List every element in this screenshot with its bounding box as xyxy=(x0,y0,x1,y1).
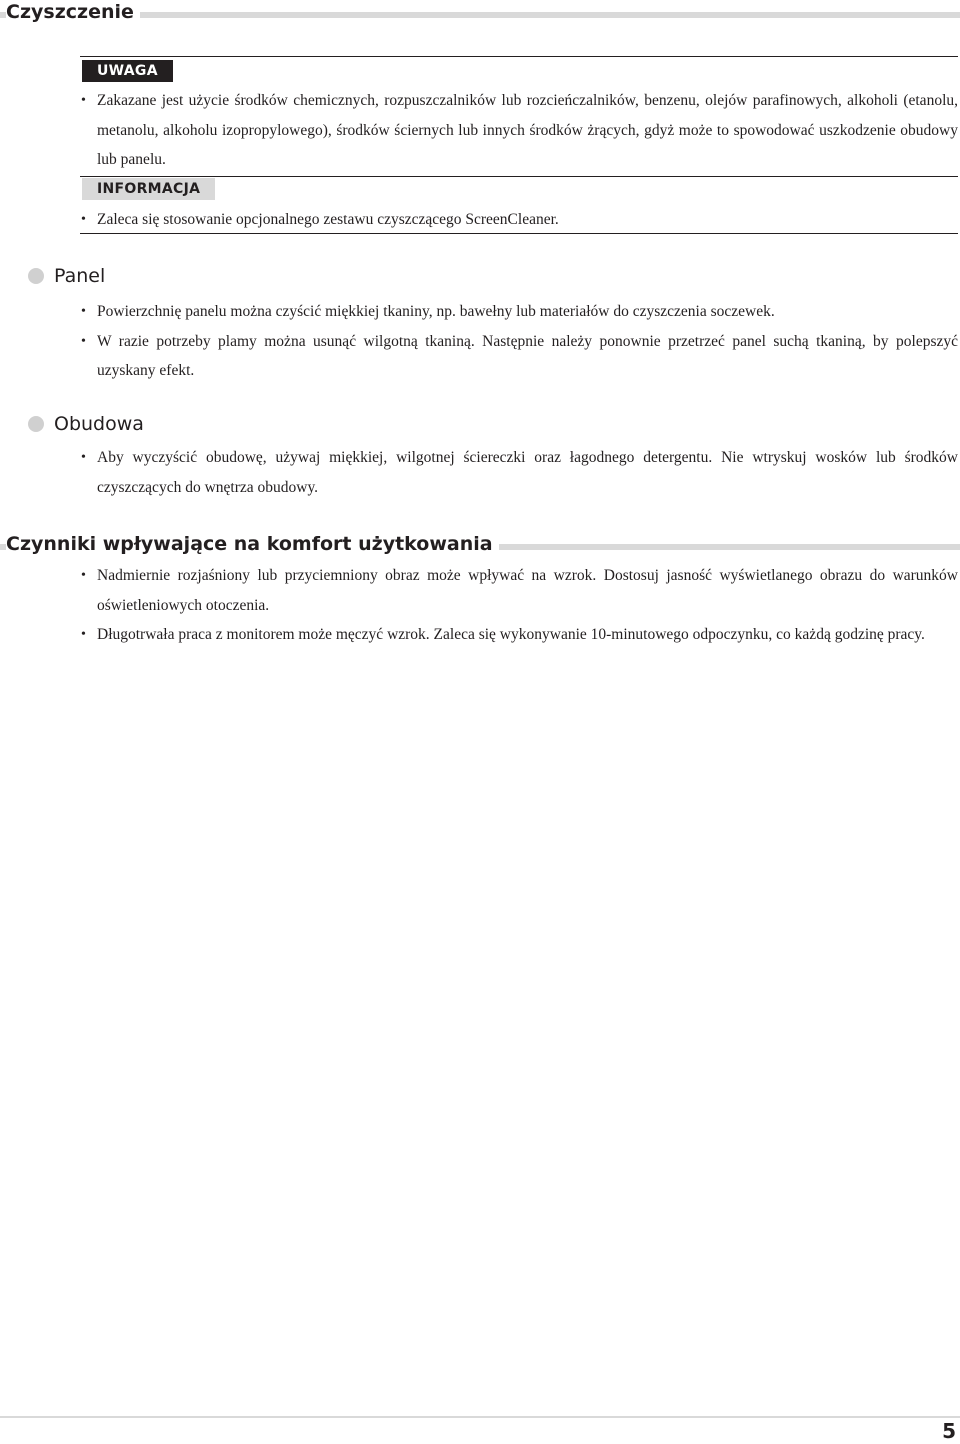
notice-bottom-rule xyxy=(80,233,958,234)
info-tag: INFORMACJA xyxy=(82,178,215,200)
page-footer xyxy=(0,1416,960,1444)
list-item: • Zakazane jest użycie środków chemicznych, rozpuszczalników lub rozcieńczalników, benzenu, olejów parafinowych, alkoholi (etanolu, metanolu, alkoholu izopropylowego), środków ściernych lub innych środków żrących, gdyż może to spowodować uszkodzenie obudowy lub panelu. xyxy=(80,86,958,175)
subheading-housing-label: Obudowa xyxy=(54,413,144,435)
info-top-rule xyxy=(80,176,958,177)
section-rule xyxy=(0,12,960,18)
list-item: • W razie potrzeby plamy można usunąć wilgotną tkaniną. Następnie należy ponownie przetrzeć panel suchą tkaniną, by polepszyć uzyskany efekt. xyxy=(80,327,958,386)
section-title-comfort: Czynniki wpływające na komfort użytkowania xyxy=(6,532,499,556)
bullet-icon: • xyxy=(81,627,86,642)
list-item: • Nadmiernie rozjaśniony lub przyciemniony obraz może wpływać na wzrok. Dostosuj jasność wyświetlanego obrazu do warunków oświetleniowych otoczenia. xyxy=(80,561,958,620)
circle-bullet-icon xyxy=(28,416,44,432)
footer-rule xyxy=(0,1416,960,1418)
section-header-comfort xyxy=(0,532,960,562)
bullet-icon: • xyxy=(81,450,86,465)
list-item: • Powierzchnię panelu można czyścić miękkiej tkaniny, np. bawełny lub materiałów do czyszczenia soczewek. xyxy=(80,297,958,327)
info-list xyxy=(80,205,958,235)
bullet-icon: • xyxy=(81,333,86,349)
subheading-panel-label: Panel xyxy=(54,265,106,287)
comfort-list xyxy=(80,561,958,650)
section-title-cleaning: Czyszczenie xyxy=(6,0,140,24)
notice-top-rule xyxy=(80,56,958,57)
bullet-icon: • xyxy=(81,304,86,319)
section-header-cleaning xyxy=(0,0,960,30)
warning-tag: UWAGA xyxy=(82,60,173,82)
bullet-icon: • xyxy=(81,568,86,583)
panel-list xyxy=(80,297,958,386)
warning-list xyxy=(80,86,958,175)
bullet-icon: • xyxy=(81,93,86,108)
page-number: 5 xyxy=(942,1419,956,1443)
list-item: • Zaleca się stosowanie opcjonalnego zestawu czyszczącego ScreenCleaner. xyxy=(80,205,958,235)
list-item: • Aby wyczyścić obudowę, używaj miękkiej, wilgotnej ściereczki oraz łagodnego detergentu. Nie wtryskuj wosków lub środków czyszczących do wnętrza obudowy. xyxy=(80,443,958,502)
housing-list xyxy=(80,443,958,502)
circle-bullet-icon xyxy=(28,268,44,284)
bullet-icon: • xyxy=(81,212,86,227)
list-item: • Długotrwała praca z monitorem może męczyć wzrok. Zaleca się wykonywanie 10-minutowego odpoczynku, co każdą godzinę pracy. xyxy=(80,620,958,650)
